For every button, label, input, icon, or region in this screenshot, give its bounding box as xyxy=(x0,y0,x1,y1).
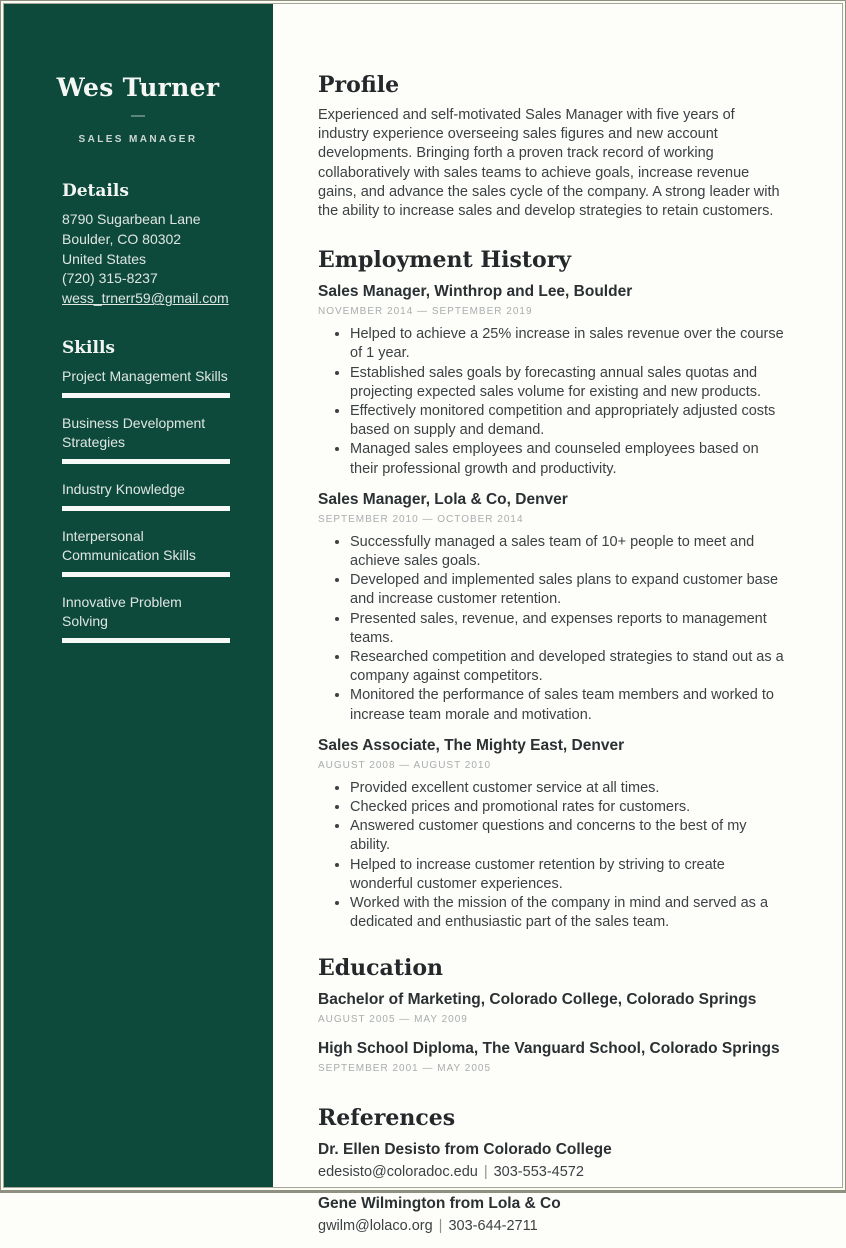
skill-level-bar xyxy=(62,393,230,398)
reference-name: Gene Wilmington from Lola & Co xyxy=(318,1194,561,1212)
education-heading: Education xyxy=(318,954,443,981)
name-divider xyxy=(131,115,145,117)
bullet-item: • Checked prices and promotional rates for customers. xyxy=(350,798,786,817)
main-content xyxy=(318,72,786,1248)
skill-level-bar xyxy=(62,506,230,511)
skill-label: Project Management Skills xyxy=(62,367,228,384)
reference-contact xyxy=(318,1217,786,1236)
reference-phone: 303-644-2711 xyxy=(448,1217,538,1234)
bullet-item: • Effectively monitored competition and appropriately adjusted costs based on supply and demand. xyxy=(350,402,786,440)
address-line-1: 8790 Sugarbean Lane xyxy=(62,211,201,227)
reference-name: Dr. Ellen Desisto from Colorado College xyxy=(318,1140,612,1158)
job-dates: SEPTEMBER 2010 — OCTOBER 2014 xyxy=(318,513,524,525)
job-bullet-list xyxy=(318,533,786,725)
bullet-item: • Provided excellent customer service at all times. xyxy=(350,779,786,798)
job-title: Sales Manager, Winthrop and Lee, Boulder xyxy=(318,283,633,301)
bullet-item: • Monitored the performance of sales team members and worked to increase team morale and motivation. xyxy=(350,686,786,724)
bullet-item: • Answered customer questions and concerns to the best of my ability. xyxy=(350,817,786,855)
skill-item xyxy=(62,367,230,398)
email-link[interactable]: wess_trnerr59@gmail.com xyxy=(62,290,229,307)
education-title: Bachelor of Marketing, Colorado College, Colorado Springs xyxy=(318,990,757,1008)
job-bullet-list xyxy=(318,325,786,479)
bullet-item: • Managed sales employees and counseled employees based on their professional growth and productivity. xyxy=(350,440,786,478)
contact-separator: | xyxy=(438,1217,443,1234)
reference-entry xyxy=(318,1194,786,1236)
reference-entry xyxy=(318,1140,786,1182)
candidate-name: Wes Turner xyxy=(56,73,220,102)
skill-level-bar xyxy=(62,459,230,464)
employment-history-heading: Employment History xyxy=(318,247,572,274)
job-title: Sales Associate, The Mighty East, Denver xyxy=(318,736,625,754)
skill-item xyxy=(62,480,230,511)
skill-label: Industry Knowledge xyxy=(62,480,185,497)
details-section xyxy=(3,181,273,309)
education-title: High School Diploma, The Vanguard School, Colorado Springs xyxy=(318,1039,780,1057)
contact-separator: | xyxy=(483,1163,488,1180)
bullet-item: • Successfully managed a sales team of 10+ people to meet and achieve sales goals. xyxy=(350,533,786,571)
bullet-item: • Helped to achieve a 25% increase in sales revenue over the course of 1 year. xyxy=(350,325,786,363)
reference-email: gwilm@lolaco.org xyxy=(318,1217,433,1234)
bullet-item: • Helped to increase customer retention by striving to create wonderful customer experiences. xyxy=(350,856,786,894)
reference-email: edesisto@coloradoc.edu xyxy=(318,1163,478,1180)
address-line-3: United States xyxy=(62,250,147,267)
education-entry xyxy=(318,1039,786,1075)
education-dates: SEPTEMBER 2001 — MAY 2005 xyxy=(318,1062,492,1074)
skills-section xyxy=(3,338,273,643)
skill-label: Innovative Problem Solving xyxy=(62,593,182,629)
reference-phone: 303-553-4572 xyxy=(493,1163,584,1180)
job-title: Sales Manager, Lola & Co, Denver xyxy=(318,490,568,508)
bullet-item: • Researched competition and developed strategies to stand out as a company against competitors. xyxy=(350,648,786,686)
references-heading: References xyxy=(318,1104,456,1131)
education-entry xyxy=(318,990,786,1026)
skill-level-bar xyxy=(62,638,230,643)
skill-level-bar xyxy=(62,572,230,577)
sidebar xyxy=(3,3,273,1190)
bullet-item: • Worked with the mission of the company in mind and served as a dedicated and enthusiastic part of the sales team. xyxy=(350,894,786,932)
bullet-item: • Developed and implemented sales plans to expand customer base and increase customer retention. xyxy=(350,571,786,609)
skill-label: Interpersonal Communication Skills xyxy=(62,527,196,563)
job-bullet-list xyxy=(318,779,786,933)
job-entry xyxy=(318,736,786,933)
bullet-item: • Presented sales, revenue, and expenses reports to management teams. xyxy=(350,610,786,648)
skill-item xyxy=(62,414,230,464)
candidate-job-title: SALES MANAGER xyxy=(78,134,198,145)
job-entry xyxy=(318,490,786,725)
bullet-item: • Established sales goals by forecasting annual sales quotas and projecting expected sales volume for existing and new products. xyxy=(350,364,786,402)
job-entry xyxy=(318,282,786,479)
details-heading: Details xyxy=(62,181,129,201)
job-dates: NOVEMBER 2014 — SEPTEMBER 2019 xyxy=(318,306,533,318)
education-dates: AUGUST 2005 — MAY 2009 xyxy=(318,1013,468,1025)
skills-heading: Skills xyxy=(62,337,116,358)
skill-item xyxy=(62,593,230,643)
profile-heading: Profile xyxy=(318,72,400,98)
skill-item xyxy=(62,527,230,577)
phone-number: (720) 315-8237 xyxy=(62,270,158,287)
address-line-2: Boulder, CO 80302 xyxy=(62,230,182,247)
skill-label: Business Development Strategies xyxy=(62,414,206,450)
job-dates: AUGUST 2008 — AUGUST 2010 xyxy=(318,759,492,771)
profile-text: Experienced and self-motivated Sales Manager with five years of industry experience overseeing sales figures and new account developments. Bringing forth a proven track record of working collaboratively with sales teams to achieve goals, increase revenue gains, and advance the sales cycle of the company. A strong leader with the ability to increase sales and develop strategies to retain customers. xyxy=(318,107,780,220)
reference-contact xyxy=(318,1163,786,1182)
